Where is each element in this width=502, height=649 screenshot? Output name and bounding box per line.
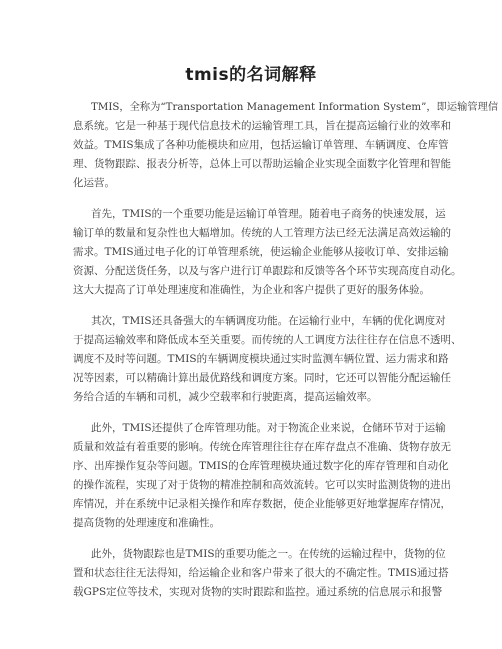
paragraph-line: 理、货物跟踪、报表分析等，总体上可以帮助运输企业实现全面数字化管理和智能 [73,158,451,170]
paragraph-line: 况等因素，可以精确计算出最优路线和调度方案。同时，它还可以智能分配运输任 [73,372,451,384]
paragraph-line: 序、出库操作复杂等问题。TMIS的仓库管理模块通过数字化的库存管理和自动化 [73,460,449,472]
paragraph-line: 其次，TMIS还具备强大的车辆调度功能。在运输行业中，车辆的优化调度对 [91,315,446,327]
paragraph-line: 输订单的数量和复杂性也大幅增加。传统的人工管理方法已经无法满足高效运输的 [73,227,451,239]
paragraph-line: TMIS，全称为“Transportation Management Information System”，即运输管理信 [91,101,499,113]
paragraph-line: 务给合适的车辆和司机，减少空载率和行驶距离，提高运输效率。 [73,391,378,403]
paragraph-line: 首先，TMIS的一个重要功能是运输订单管理。随着电子商务的快速发展，运 [91,208,446,220]
paragraph-line: 资源、分配送货任务，以及与客户进行订单跟踪和反馈等各个环节实现高度自动化。 [73,265,462,277]
paragraph-line: 息系统。它是一种基于现代信息技术的运输管理工具，旨在提高运输行业的效率和 [73,120,451,132]
paragraph-line: 此外，TMIS还提供了仓库管理功能。对于物流企业来说，仓储环节对于运输 [91,422,446,434]
paragraph-line: 这大大提高了订单处理速度和准确性，为企业和客户提供了更好的服务体验。 [73,284,430,296]
paragraph-line: 此外，货物跟踪也是TMIS的重要功能之一。在传统的运输过程中，货物的位 [91,548,446,560]
paragraph-line: 的操作流程，实现了对于货物的精准控制和高效流转。它可以实时监测货物的进出 [73,479,451,491]
paragraph-line: 质量和效益有着重要的影响。传统仓库管理往往存在库存盘点不准确、货物存放无 [73,441,451,453]
paragraph-line: 于提高运输效率和降低成本至关重要。而传统的人工调度方法往往存在信息不透明、 [73,334,462,346]
document-title: tmis的名词解释 [185,65,317,85]
paragraph-line: 置和状态往往无法得知，给运输企业和客户带来了很大的不确定性。TMIS通过搭 [73,567,449,579]
paragraph-line: 需求。TMIS通过电子化的订单管理系统，使运输企业能够从接收订单、安排运输 [73,246,449,258]
paragraph-line: 效益。TMIS集成了各种功能模块和应用，包括运输订单管理、车辆调度、仓库管 [73,139,449,151]
paragraph-line: 提高货物的处理速度和准确性。 [73,517,220,529]
paragraph-line: 化运营。 [73,177,115,189]
paragraph-line: 库情况，并在系统中记录相关操作和库存数据，使企业能够更好地掌握库存情况， [73,498,451,510]
paragraph-line: 载GPS定位等技术，实现对货物的实时跟踪和监控。通过系统的信息展示和报警 [73,586,443,598]
paragraph-line: 调度不及时等问题。TMIS的车辆调度模块通过实时监测车辆位置、运力需求和路 [73,353,449,365]
